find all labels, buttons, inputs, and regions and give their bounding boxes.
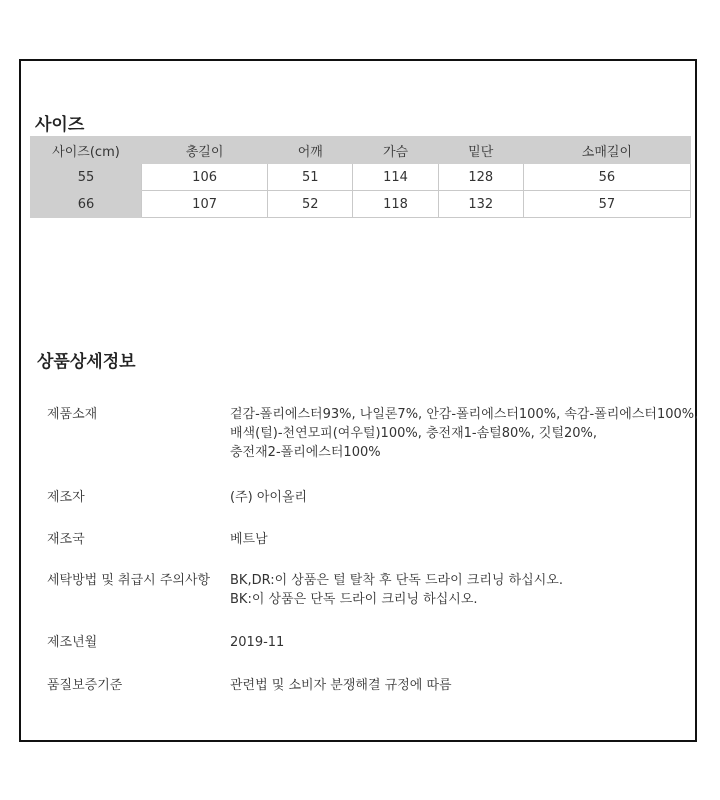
info-label: 세탁방법 및 취급시 주의사항 — [47, 573, 211, 588]
info-value-line: BK,DR:이 상품은 털 탈착 후 단독 드라이 크리닝 하십시오. — [230, 573, 563, 588]
size-table — [30, 136, 691, 218]
info-label: 품질보증기준 — [47, 678, 123, 693]
size-cell: 57 — [523, 191, 690, 218]
info-value — [230, 571, 690, 609]
size-cell: 114 — [353, 164, 438, 191]
size-header-sleeve-length: 소매길이 — [523, 137, 690, 164]
size-label: 55 — [31, 164, 142, 191]
size-cell: 106 — [142, 164, 268, 191]
size-label: 66 — [31, 191, 142, 218]
size-cell: 56 — [523, 164, 690, 191]
size-section-title: 사이즈 — [35, 115, 85, 135]
table-row — [31, 191, 691, 218]
size-cell: 52 — [268, 191, 353, 218]
info-label: 제조년월 — [47, 635, 98, 650]
info-value-line: 겉감-폴리에스터93%, 나일론7%, 안감-폴리에스터100%, 속감-폴리에스터100%, — [230, 407, 699, 422]
info-value-line: (주) 아이올리 — [230, 490, 308, 505]
info-label: 제품소재 — [47, 407, 98, 422]
size-table-header-row — [31, 137, 691, 164]
size-header-total-length: 총길이 — [142, 137, 268, 164]
info-label: 재조국 — [47, 532, 85, 547]
info-value-line: 관련법 및 소비자 분쟁해결 규정에 따름 — [230, 678, 452, 693]
size-header-hem: 밑단 — [438, 137, 523, 164]
size-cell: 128 — [438, 164, 523, 191]
info-value — [230, 676, 690, 695]
size-header-size: 사이즈(cm) — [31, 137, 142, 164]
info-value — [230, 405, 699, 462]
table-row — [31, 164, 691, 191]
info-value — [230, 530, 690, 549]
info-value — [230, 633, 690, 652]
size-cell: 118 — [353, 191, 438, 218]
info-value-line: BK:이 상품은 단독 드라이 크리닝 하십시오. — [230, 592, 478, 607]
size-header-shoulder: 어깨 — [268, 137, 353, 164]
info-value-line: 2019-11 — [230, 635, 285, 650]
size-cell: 132 — [438, 191, 523, 218]
size-header-chest: 가슴 — [353, 137, 438, 164]
info-value — [230, 488, 690, 507]
info-label: 제조자 — [47, 490, 85, 505]
size-cell: 107 — [142, 191, 268, 218]
size-cell: 51 — [268, 164, 353, 191]
info-value-line: 배색(털)-천연모피(여우털)100%, 충전재1-솜털80%, 깃털20%, — [230, 426, 598, 441]
info-value-line: 베트남 — [230, 532, 268, 547]
info-value-line: 충전재2-폴리에스터100% — [230, 445, 381, 460]
product-info-title: 상품상세정보 — [37, 352, 136, 372]
